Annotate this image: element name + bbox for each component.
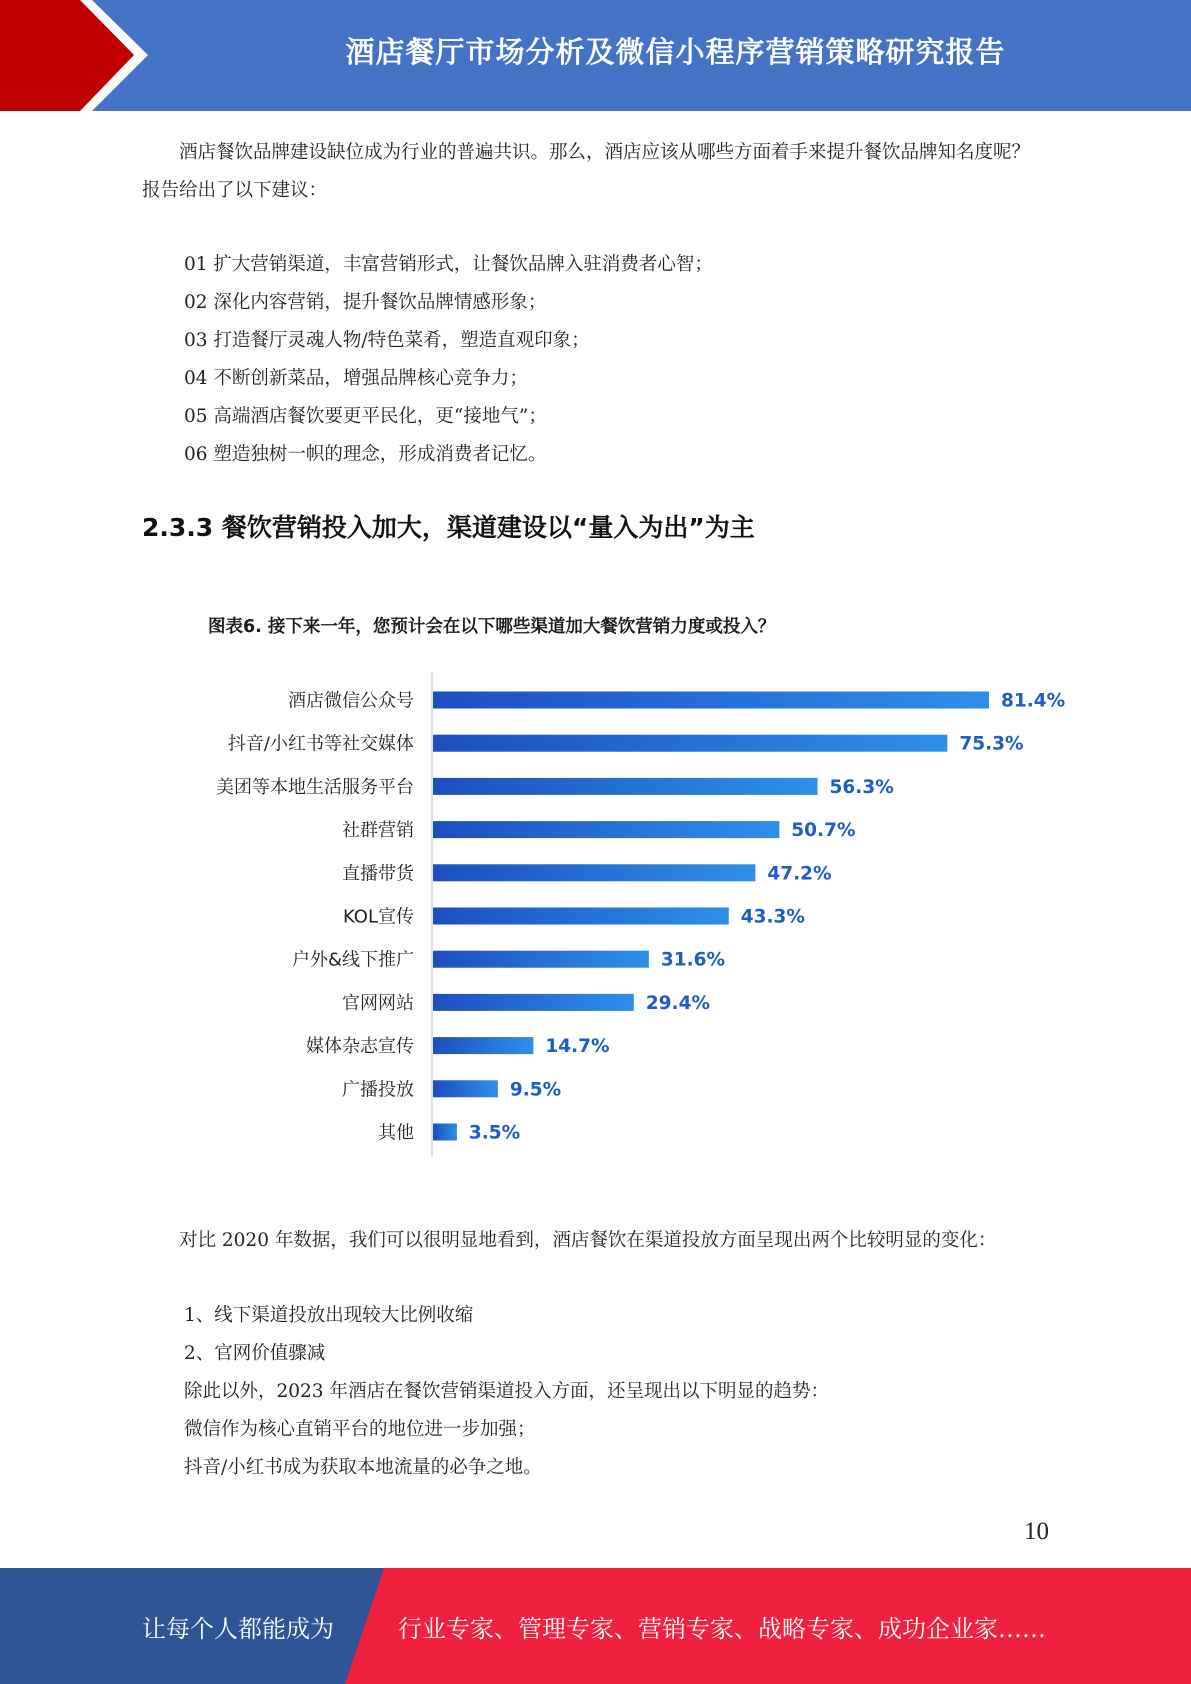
report-title: 酒店餐厅市场分析及微信小程序营销策略研究报告 <box>345 34 1006 69</box>
bar <box>433 1080 498 1097</box>
footer-slogan-right: 行业专家、管理专家、营销专家、战略专家、成功企业家…… <box>398 1614 1046 1643</box>
category-label: 广播投放 <box>342 1079 414 1101</box>
category-label: 美团等本地生活服务平台 <box>216 776 414 798</box>
bar <box>433 1037 533 1054</box>
bar <box>433 951 649 968</box>
list-item: 05 高端酒店餐饮要更平民化，更“接地气”； <box>184 406 547 427</box>
category-label: 抖音/小红书等社交媒体 <box>227 733 414 755</box>
bar <box>433 821 779 838</box>
change-item: 2、官网价值骤减 <box>184 1343 326 1364</box>
list-item: 04 不断创新菜品，增强品牌核心竞争力； <box>184 368 528 389</box>
data-label: 31.6% <box>660 949 726 971</box>
category-label: 直播带货 <box>342 863 414 885</box>
data-label: 81.4% <box>1001 690 1066 712</box>
page-footer <box>0 1568 1191 1684</box>
change-item: 1、线下渠道投放出现较大比例收缩 <box>184 1305 474 1326</box>
section-heading: 2.3.3 餐饮营销投入加大，渠道建设以“量入为出”为主 <box>142 513 755 542</box>
category-label: 户外&线下推广 <box>291 949 414 971</box>
list-item: 03 打造餐厅灵魂人物/特色菜肴，塑造直观印象； <box>184 330 590 351</box>
data-label: 47.2% <box>767 863 832 885</box>
data-label: 9.5% <box>509 1079 562 1101</box>
category-label: 其他 <box>378 1122 414 1144</box>
footer-slogan-left: 让每个人都能成为 <box>142 1614 334 1643</box>
category-label: KOL宣传 <box>342 906 414 928</box>
bar <box>433 778 818 795</box>
chart-title: 图表6. 接下来一年，您预计会在以下哪些渠道加大餐饮营销力度或投入？ <box>208 617 776 637</box>
list-item: 02 深化内容营销，提升餐饮品牌情感形象； <box>184 292 547 313</box>
comparison-paragraph: 对比 2020 年数据，我们可以很明显地看到，酒店餐饮在渠道投放方面呈现出两个比较明显的变化： <box>179 1230 997 1251</box>
trend-item: 抖音/小红书成为获取本地流量的必争之地。 <box>184 1457 542 1478</box>
suggestion-list <box>184 246 713 474</box>
bar-chart <box>180 595 1080 1160</box>
bar <box>433 735 947 752</box>
data-label: 14.7% <box>545 1036 610 1058</box>
category-label: 社群营销 <box>342 820 414 842</box>
trend-item: 微信作为核心直销平台的地位进一步加强； <box>184 1419 536 1440</box>
page-header <box>0 0 1191 111</box>
data-label: 50.7% <box>791 820 856 842</box>
data-label: 43.3% <box>740 906 805 928</box>
bar <box>433 864 755 881</box>
data-label: 56.3% <box>829 776 894 798</box>
list-item: 01 扩大营销渠道，丰富营销形式，让餐饮品牌入驻消费者心智； <box>184 254 713 275</box>
header-chevron-decoration <box>0 0 150 111</box>
bar <box>433 692 989 709</box>
bar-chart-plot <box>180 595 1080 1160</box>
data-label: 75.3% <box>959 733 1024 755</box>
data-label: 29.4% <box>645 992 711 1014</box>
list-item: 06 塑造独树一帜的理念，形成消费者记忆。 <box>184 444 547 465</box>
category-label: 酒店微信公众号 <box>288 690 414 712</box>
category-label: 官网网站 <box>342 992 414 1014</box>
category-label: 媒体杂志宣传 <box>306 1036 414 1058</box>
bar <box>433 908 729 925</box>
trend-intro: 除此以外，2023 年酒店在餐饮营销渠道投入方面，还呈现出以下明显的趋势： <box>184 1381 829 1402</box>
intro-paragraph: 酒店餐饮品牌建设缺位成为行业的普遍共识。那么，酒店应该从哪些方面着手来提升餐饮品牌知名度呢？报告给出了以下建议： <box>142 142 1031 201</box>
page-number: 10 <box>1024 1518 1049 1545</box>
data-label: 3.5% <box>468 1122 521 1144</box>
bar <box>433 1124 457 1141</box>
bar <box>433 994 634 1011</box>
